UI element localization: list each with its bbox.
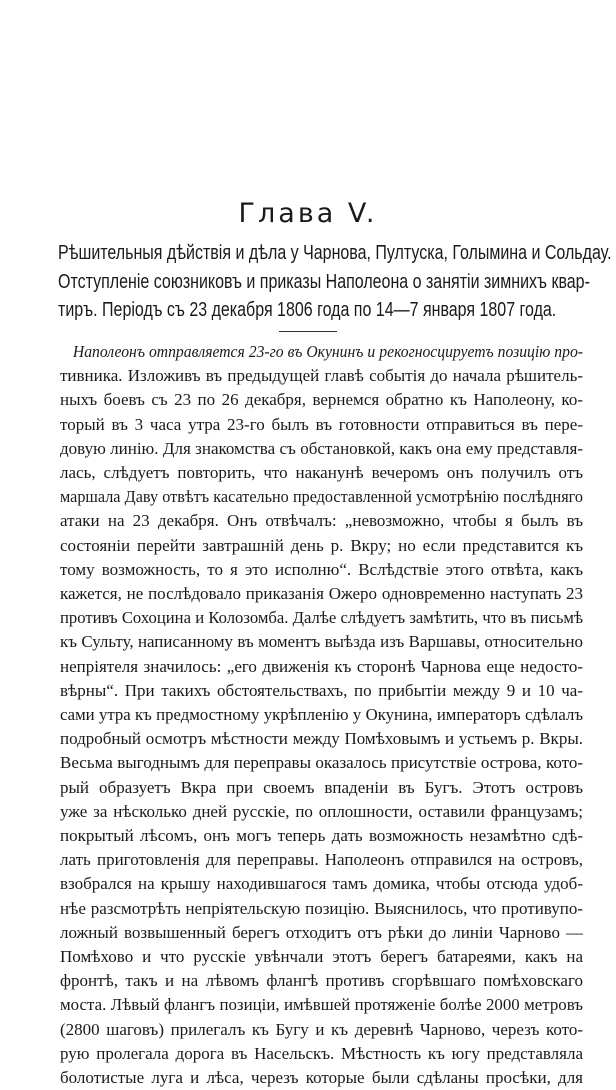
body-line: фронтѣ, такъ и на лѣвомъ флангѣ противъ сгорѣвшаго помѣховскаго [60,971,583,991]
body-line: болотистые луга и лѣса, черезъ которые были сдѣланы просѣки, для [60,1068,583,1088]
body-line: Весьма выгоднымъ для переправы оказалось присутствіе острова, кото- [60,753,583,773]
body-line: взобрался на крышу находившагося тамъ домика, чтобы отсюда удоб- [60,874,583,894]
body-line: тому возможность, то я это исполню“. Вслѣдствіе этого отвѣта, какъ [60,559,583,579]
body-line: кажется, не послѣдовало приказанія Ожеро одновременно наступать 23 [60,584,583,604]
body-line: ложный возвышенный берегъ отходитъ отъ рѣки до линіи Чарново — [60,922,583,942]
body-line: къ Сульту, написанному въ моментъ выѣзда изъ Варшавы, относительно [60,632,583,652]
subtitle-line: Рѣшительныя дѣйствія и дѣла у Чарнова, Пултуска, Голымина и Сольдау. [58,242,612,264]
subtitle-line: тиръ. Періодъ съ 23 декабря 1806 года по 14—7 января 1807 года. [58,299,557,321]
body-line: подробный осмотръ мѣстности между Помѣховымъ и устьемъ р. Вкры. [60,729,583,749]
body-line: лась, слѣдуетъ повторить, что наканунѣ вечеромъ онъ получилъ отъ [60,463,583,483]
body-line: вѣрны“. При такихъ обстоятельствахъ, по прибытіи между 9 и 10 ча- [60,680,583,700]
body-line: маршала Даву отвѣтъ касательно предоставленной усмотрѣнію послѣдняго [60,487,583,507]
body-line: нѣе разсмотрѣть непріятельскую позицію. Выяснилось, что противупо- [60,898,583,918]
body-line: атаки на 23 декабря. Онъ отвѣчалъ: „невозможно, чтобы я былъ въ [60,511,583,531]
chapter-subtitle [58,239,612,325]
body-line: торый въ 3 часа утра 23-го былъ въ готовности отправиться въ пере- [60,414,583,434]
body-line: уже за нѣсколько дней русскіе, по оплошности, оставили французамъ; [60,801,583,821]
chapter-title: Глава V. [238,198,378,229]
body-line: рую пролегала дорога въ Насельскъ. Мѣстность къ югу представляла [60,1043,583,1063]
body-text [60,340,583,1090]
body-line: противъ Сохоцина и Колозомба. Далѣе слѣдуетъ замѣтить, что въ письмѣ [60,608,583,628]
body-line: рый образуетъ Вкра при своемъ впаденіи въ Бугъ. Этотъ островъ [60,777,583,797]
body-line: довую линію. Для знакомства съ обстановкой, какъ она ему представля- [60,438,583,458]
body-line: (2800 шаговъ) прилегалъ къ Бугу и къ деревнѣ Чарново, черезъ кото- [60,1019,583,1039]
divider-rule [279,331,337,332]
body-line: сами утра къ предмостному укрѣпленію у Окунина, императоръ сдѣлалъ [60,705,583,725]
body-line: ныхъ боевъ съ 23 по 26 декабря, вернемся обратно къ Наполеону, ко- [60,390,583,410]
body-line: моста. Лѣвый флангъ позиціи, имѣвшей протяженіе болѣе 2000 метровъ [60,995,583,1015]
body-line: Помѣхово и что русскіе увѣнчали этотъ берегъ батареями, какъ на [60,947,583,967]
subtitle-line: Отступленіе союзниковъ и приказы Наполеона о занятіи зимнихъ квар- [58,270,590,293]
body-line: состояніи перейти завтрашній день р. Вкру; но если представится къ [60,535,583,555]
body-line: тивника. Изложивъ въ предыдущей главѣ событія до начала рѣшитель- [60,366,583,386]
body-line: Наполеонъ отправляется 23-го въ Окунинъ и рекогносцируетъ позицію про- [72,342,583,361]
body-line: покрытый лѣсомъ, онъ могъ теперь дать возможность незамѣтно сдѣ- [60,826,583,846]
body-line: лать приготовленія для переправы. Наполеонъ отправился на островъ, [60,850,583,870]
body-line: непріятеля значилось: „его движенія къ сторонѣ Чарнова еще недосто- [60,656,583,676]
